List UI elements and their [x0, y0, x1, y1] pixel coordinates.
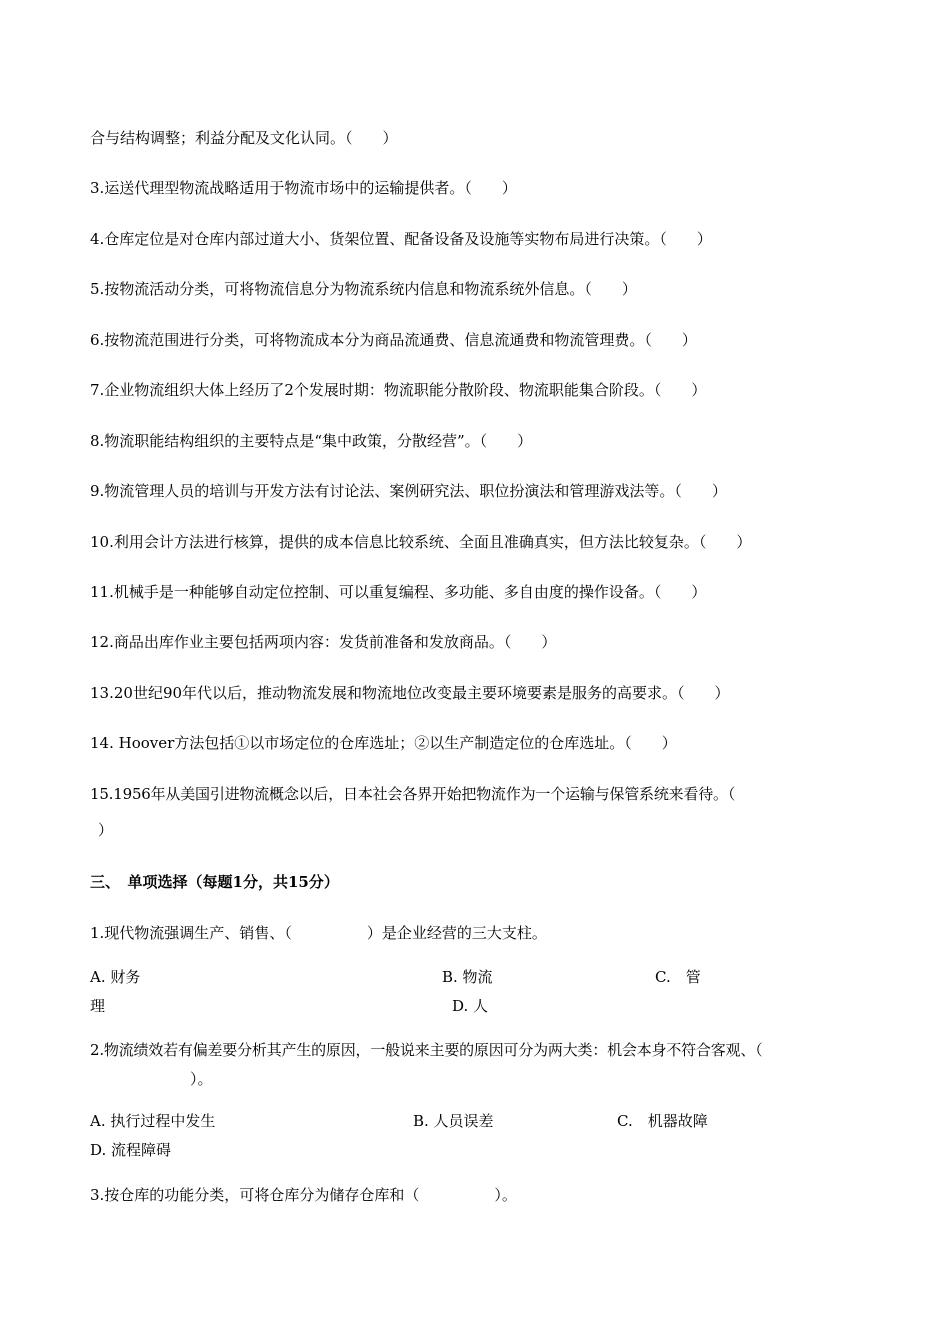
question-3-stem: 3.按仓库的功能分类，可将仓库分为储存仓库和（ ）。	[90, 1186, 517, 1204]
q1-option-c: C. 管	[655, 968, 701, 986]
q2-option-d: D. 流程障碍	[90, 1141, 172, 1159]
judgement-item-15-cont: ）	[98, 821, 114, 839]
judgement-item-14: 14. Hoover方法包括①以市场定位的仓库选址；②以生产制造定位的仓库选址。（ ）	[90, 734, 677, 752]
q2-option-b: B. 人员误差	[413, 1112, 494, 1130]
judgement-item-11: 11.机械手是一种能够自动定位控制、可以重复编程、多功能、多自由度的操作设备。（ ）	[90, 583, 707, 601]
section-heading: 三、 单项选择（每题1分，共15分）	[90, 873, 339, 891]
question-1-stem: 1.现代物流强调生产、销售、（ ）是企业经营的三大支柱。	[90, 924, 547, 942]
judgement-item-7: 7.企业物流组织大体上经历了2个发展时期：物流职能分散阶段、物流职能集合阶段。（ ）	[90, 381, 707, 399]
judgement-item-3: 3.运送代理型物流战略适用于物流市场中的运输提供者。（ ）	[90, 179, 517, 197]
q1-option-d: D. 人	[452, 997, 489, 1015]
judgement-item-13: 13.20世纪90年代以后，推动物流发展和物流地位改变最主要环境要素是服务的高要求。（ ）	[90, 684, 730, 702]
judgement-item-8: 8.物流职能结构组织的主要特点是“集中政策，分散经营”。（ ）	[90, 432, 533, 450]
judgement-item-5: 5.按物流活动分类，可将物流信息分为物流系统内信息和物流系统外信息。（ ）	[90, 280, 637, 298]
judgement-item-15: 15.1956年从美国引进物流概念以后，日本社会各界开始把物流作为一个运输与保管系统来看待。（	[90, 785, 736, 803]
judgement-item-9: 9.物流管理人员的培训与开发方法有讨论法、案例研究法、职位扮演法和管理游戏法等。（ ）	[90, 482, 727, 500]
judgement-continued-line: 合与结构调整；利益分配及文化认同。（ ）	[90, 129, 398, 147]
q1-option-c-cont: 理	[90, 997, 106, 1015]
q1-option-b: B. 物流	[442, 968, 493, 986]
question-2-stem-cont: ）。	[130, 1070, 213, 1088]
judgement-item-10: 10.利用会计方法进行核算，提供的成本信息比较系统、全面且准确真实，但方法比较复杂。（ ）	[90, 533, 752, 551]
q2-option-a: A. 执行过程中发生	[90, 1112, 216, 1130]
q2-option-c: C. 机器故障	[617, 1112, 708, 1130]
judgement-item-6: 6.按物流范围进行分类，可将物流成本分为商品流通费、信息流通费和物流管理费。（ ）	[90, 331, 697, 349]
question-2-stem: 2.物流绩效若有偏差要分析其产生的原因，一般说来主要的原因可分为两大类：机会本身不符合客观、（	[90, 1041, 763, 1059]
q1-option-a: A. 财务	[90, 968, 141, 986]
judgement-item-12: 12.商品出库作业主要包括两项内容：发货前准备和发放商品。（ ）	[90, 633, 557, 651]
judgement-item-4: 4.仓库定位是对仓库内部过道大小、货架位置、配备设备及设施等实物布局进行决策。（ ）	[90, 230, 712, 248]
